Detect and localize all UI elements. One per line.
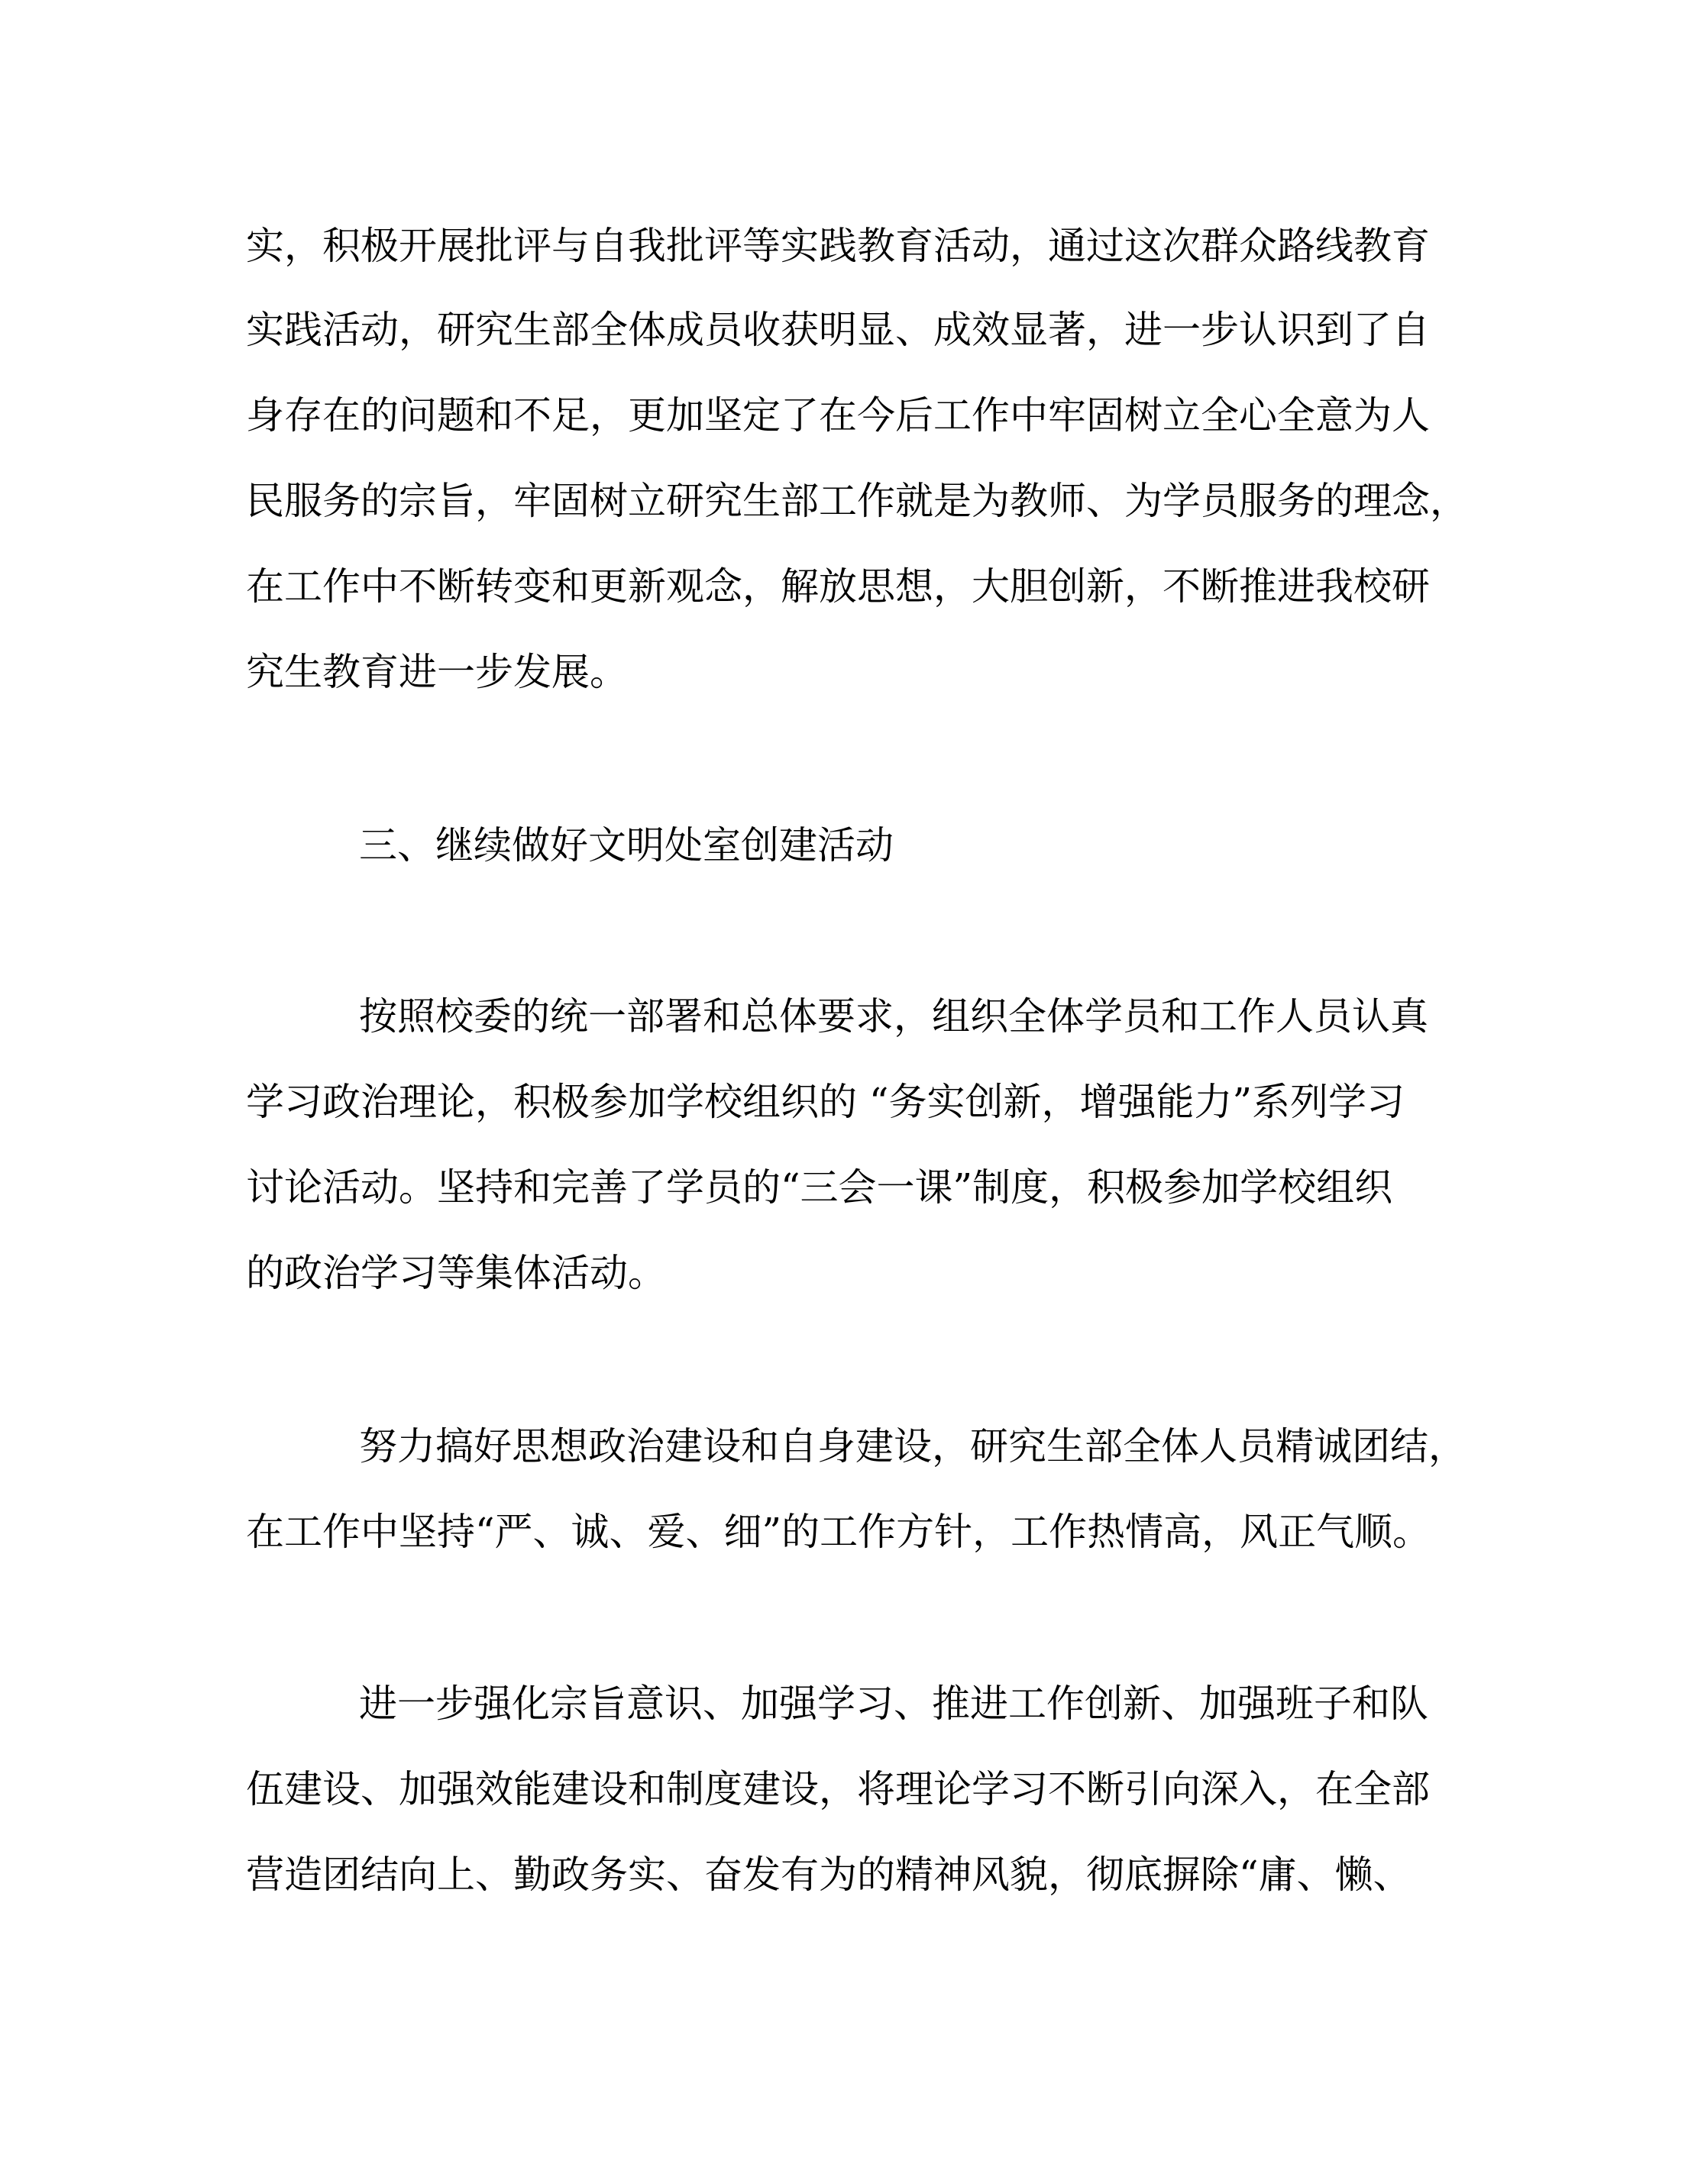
paragraph-3-line-1: 努力搞好思想政治建设和自身建设，研究生部全体人员精诚团结， (359, 1424, 1466, 1468)
paragraph-1-line-2: 实践活动，研究生部全体成员收获明显、成效显著，进一步认识到了自 (246, 308, 1430, 352)
paragraph-1-line-3: 身存在的问题和不足，更加坚定了在今后工作中牢固树立全心全意为人 (246, 393, 1430, 438)
paragraph-1-line-4: 民服务的宗旨，牢固树立研究生部工作就是为教师、为学员服务的理念， (246, 479, 1468, 523)
paragraph-1-line-1: 实，积极开展批评与自我批评等实践教育活动，通过这次群众路线教育 (246, 224, 1430, 268)
paragraph-2-line-3: 讨论活动。坚持和完善了学员的“三会一课”制度，积极参加学校组织 (246, 1165, 1393, 1210)
section-heading-3: 三、继续做好文明处室创建活动 (359, 823, 894, 867)
paragraph-1-line-5: 在工作中不断转变和更新观念，解放思想，大胆创新，不断推进我校研 (246, 564, 1430, 609)
paragraph-2-line-1: 按照校委的统一部署和总体要求，组织全体学员和工作人员认真 (359, 994, 1428, 1039)
paragraph-4-line-3: 营造团结向上、勤政务实、奋发有为的精神风貌，彻底摒除“庸、懒、 (246, 1853, 1412, 1897)
paragraph-1-line-6: 究生教育进一步发展。 (246, 650, 628, 694)
paragraph-2-line-4: 的政治学习等集体活动。 (246, 1251, 666, 1295)
paragraph-2-line-2: 学习政治理论，积极参加学校组织的 “务实创新，增强能力”系列学习 (246, 1080, 1405, 1124)
paragraph-4-line-2: 伍建设、加强效能建设和制度建设，将理论学习不断引向深入，在全部 (246, 1767, 1430, 1811)
paragraph-4-line-1: 进一步强化宗旨意识、加强学习、推进工作创新、加强班子和队 (359, 1682, 1428, 1726)
paragraph-3-line-2: 在工作中坚持“严、诚、爱、细”的工作方针，工作热情高，风正气顺。 (246, 1510, 1431, 1554)
